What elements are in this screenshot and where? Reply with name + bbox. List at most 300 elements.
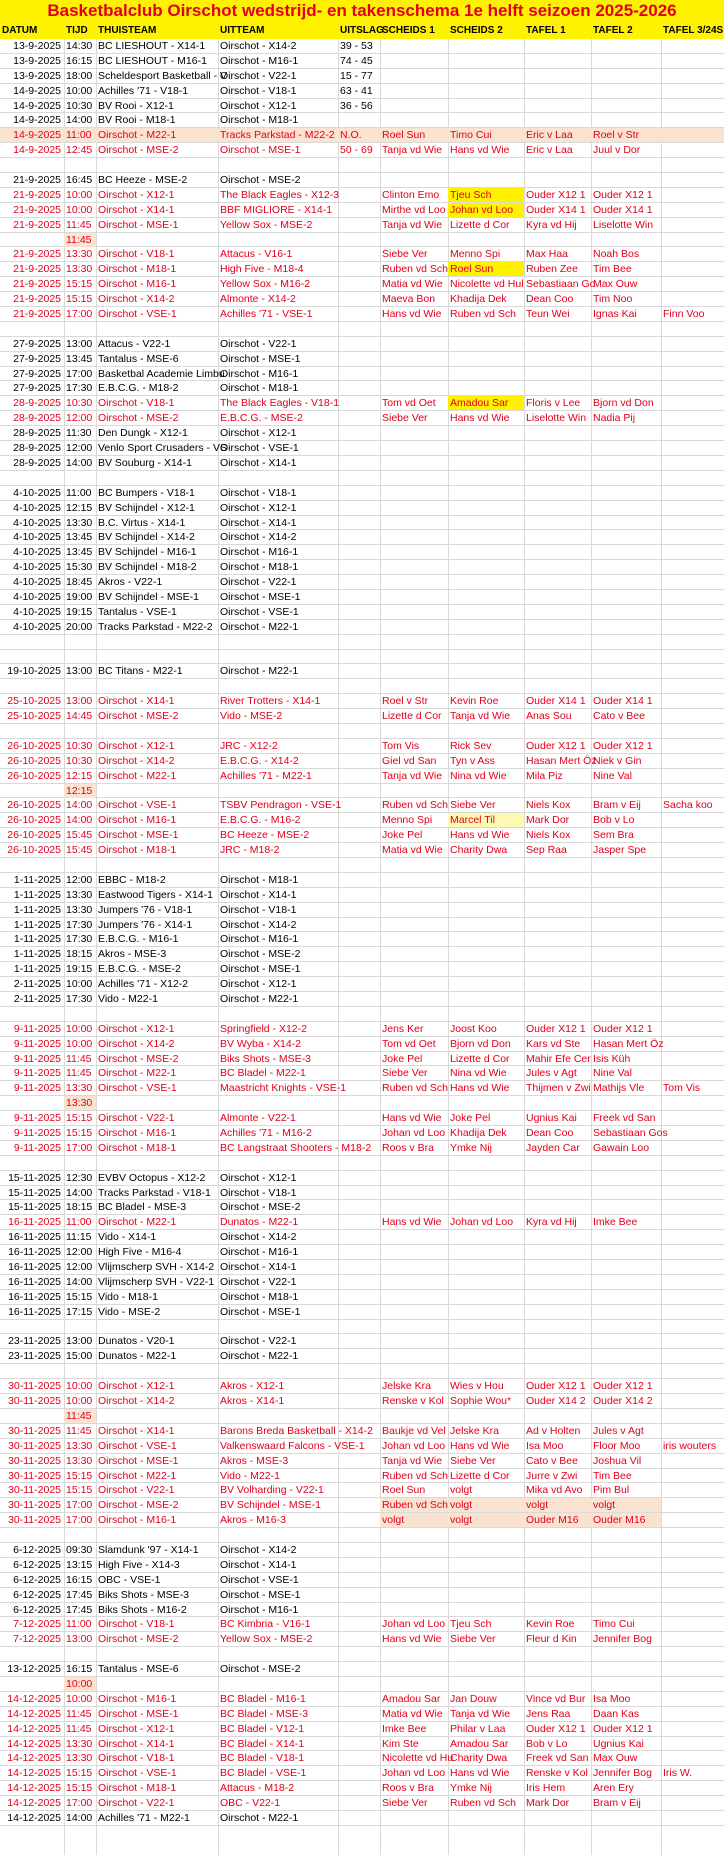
home-team-cell: Oirschot - MSE-2 <box>98 1633 179 1646</box>
result-cell <box>338 1588 380 1602</box>
referee-2-cell <box>448 1275 524 1289</box>
date-cell: 9-11-2025 <box>13 1067 61 1080</box>
table-row <box>0 709 724 724</box>
table-1-cell <box>524 977 591 991</box>
time-cell: 13:30 <box>66 1737 93 1750</box>
home-team-cell: Oirschot - X12-1 <box>98 1022 175 1035</box>
date-cell: 21-9-2025 <box>13 174 61 187</box>
referee-1-cell <box>380 605 448 619</box>
referee-2-cell: Timo Cui <box>450 129 492 142</box>
date-cell: 14-9-2025 <box>13 99 61 112</box>
away-team-cell: Oirschot - X14-1 <box>220 888 297 901</box>
time-cell: 10:00 <box>66 203 93 216</box>
table-2-cell: Bram v Eij <box>593 799 641 812</box>
referee-2-cell <box>448 650 524 664</box>
away-team-cell: River Trotters - X14-1 <box>220 695 321 708</box>
table-2-cell: Ouder X12 1 <box>593 1722 653 1735</box>
referee-2-cell: Hans vd Wie <box>450 1767 510 1780</box>
table-3-cell <box>661 813 724 827</box>
table-3-cell <box>661 1305 724 1319</box>
result-cell <box>338 1379 380 1393</box>
referee-1-cell <box>380 903 448 917</box>
time-cell <box>64 650 96 664</box>
home-team-cell <box>96 1677 218 1691</box>
referee-1-cell: Ruben vd Sch <box>382 1082 448 1095</box>
date-cell: 13-9-2025 <box>13 54 61 67</box>
away-team-cell <box>218 1096 338 1110</box>
referee-1-cell: Johan vd Loo <box>382 1439 446 1452</box>
referee-1-cell: Siebe Ver <box>382 248 428 261</box>
referee-2-cell <box>448 903 524 917</box>
home-team-cell: Den Dungk - X12-1 <box>98 427 188 440</box>
time-cell: 18:15 <box>66 1201 93 1214</box>
result-cell <box>338 635 380 649</box>
home-team-cell: Oirschot - M18-1 <box>98 1141 177 1154</box>
time-cell: 11:00 <box>66 1216 92 1229</box>
referee-1-cell: Roel v Str <box>382 695 429 708</box>
table-2-cell: Tim Noo <box>593 293 633 306</box>
referee-2-cell: volgt <box>448 1498 524 1512</box>
table-1-cell <box>524 337 591 351</box>
table-row <box>0 1737 724 1752</box>
home-team-cell: Oirschot - M18-1 <box>98 1782 177 1795</box>
table-1-cell <box>524 590 591 604</box>
referee-2-cell <box>448 233 524 247</box>
table-3-cell <box>661 501 724 515</box>
away-team-cell: Oirschot - V22-1 <box>220 1335 297 1348</box>
home-team-cell: Oirschot - V18-1 <box>98 397 175 410</box>
referee-2-cell: Siebe Ver <box>450 1454 496 1467</box>
referee-2-cell <box>448 545 524 559</box>
table-1-cell: Jayden Car <box>526 1141 580 1154</box>
referee-2-cell: Tjeu Sch <box>448 188 524 202</box>
away-team-cell <box>218 471 338 485</box>
time-cell: 12:00 <box>66 873 93 886</box>
away-team-cell: Oirschot - MSE-1 <box>220 144 301 157</box>
away-team-cell: Yellow Sox - MSE-2 <box>220 218 313 231</box>
referee-1-cell <box>380 471 448 485</box>
referee-2-cell <box>448 501 524 515</box>
date-cell: 1-11-2025 <box>13 918 61 931</box>
table-3-cell <box>661 277 724 291</box>
home-team-cell: Oirschot - MSE-2 <box>98 1052 179 1065</box>
time-cell: 10:00 <box>66 1692 93 1705</box>
time-cell: 11:00 <box>66 1618 92 1631</box>
time-cell: 12:30 <box>66 1171 93 1184</box>
table-1-cell: Liselotte Win <box>526 412 587 425</box>
away-team-cell: Almonte - X14-2 <box>220 293 296 306</box>
date-cell: 6-12-2025 <box>13 1543 61 1556</box>
away-team-cell <box>218 158 338 172</box>
date-cell: 15-11-2025 <box>8 1171 61 1184</box>
table-3-cell <box>661 769 724 783</box>
home-team-cell: Oirschot - V18-1 <box>98 248 175 261</box>
referee-2-cell <box>448 858 524 872</box>
time-cell: 11:45 <box>66 1424 92 1437</box>
time-cell: 14:00 <box>66 456 93 469</box>
referee-1-cell: Lizette d Cor <box>382 710 442 723</box>
referee-2-cell <box>448 381 524 395</box>
referee-1-cell <box>380 1364 448 1378</box>
date-cell: 9-11-2025 <box>13 1022 61 1035</box>
referee-2-cell <box>448 486 524 500</box>
date-cell: 4-10-2025 <box>13 590 61 603</box>
referee-1-cell <box>380 1156 448 1170</box>
table-row <box>0 888 724 903</box>
referee-1-cell <box>380 1543 448 1557</box>
time-cell: 11:45 <box>66 218 92 231</box>
home-team-cell: Jumpers '76 - V18-1 <box>98 903 193 916</box>
date-cell: 30-11-2025 <box>8 1395 61 1408</box>
table-3-cell <box>661 1692 724 1706</box>
table-1-cell: Ouder X12 1 <box>526 188 586 201</box>
date-cell <box>0 679 64 693</box>
table-1-cell <box>524 1588 591 1602</box>
referee-2-cell <box>448 873 524 887</box>
date-cell: 7-12-2025 <box>13 1618 61 1631</box>
time-cell: 11:45 <box>64 233 96 247</box>
table-1-cell: Kyra vd Hij <box>526 1216 577 1229</box>
date-cell <box>0 158 64 172</box>
home-team-cell <box>96 858 218 872</box>
date-cell: 30-11-2025 <box>8 1469 61 1482</box>
date-cell: 25-10-2025 <box>7 695 61 708</box>
time-cell: 11:45 <box>66 1067 92 1080</box>
referee-1-cell: Johan vd Loo <box>382 1127 446 1140</box>
header-tafel-2: TAFEL 2 <box>593 25 633 36</box>
referee-1-cell: Matia vd Wie <box>382 278 443 291</box>
result-cell <box>338 664 380 678</box>
table-1-cell: Ouder X14 1 <box>526 203 586 216</box>
away-team-cell <box>218 1677 338 1691</box>
home-team-cell: Oirschot - VSE-1 <box>98 1767 177 1780</box>
table-row <box>0 1573 724 1588</box>
table-3-cell <box>661 575 724 589</box>
table-3-cell <box>661 1469 724 1483</box>
home-team-cell: BC LIESHOUT - X14-1 <box>98 40 206 52</box>
spacer-row <box>0 858 724 873</box>
table-1-cell <box>524 873 591 887</box>
away-team-cell: Oirschot - V22-1 <box>220 1275 297 1288</box>
table-row <box>0 1469 724 1484</box>
time-cell: 17:00 <box>66 1499 93 1512</box>
result-cell <box>338 1617 380 1631</box>
referee-2-cell <box>448 590 524 604</box>
result-cell <box>338 381 380 395</box>
table-row <box>0 754 724 769</box>
time-cell <box>64 1528 96 1542</box>
table-3-cell <box>661 441 724 455</box>
home-team-cell: Attacus - V22-1 <box>98 337 171 350</box>
table-3-cell <box>661 1022 724 1036</box>
away-team-cell: Achilles '71 - M22-1 <box>220 769 312 782</box>
result-cell <box>338 798 380 812</box>
table-3-cell <box>661 337 724 351</box>
table-2-cell <box>591 1290 661 1304</box>
away-team-cell: BC Bladel - VSE-1 <box>220 1767 307 1780</box>
referee-1-cell <box>380 679 448 693</box>
table-3-cell <box>661 1737 724 1751</box>
table-1-cell <box>524 69 591 83</box>
table-row <box>0 1126 724 1141</box>
away-team-cell: Oirschot - M22-1 <box>220 1811 299 1824</box>
referee-1-cell <box>380 1171 448 1185</box>
away-team-cell <box>218 233 338 247</box>
table-3-cell <box>661 322 724 336</box>
referee-2-cell: Jelske Kra <box>450 1424 500 1437</box>
table-2-cell <box>591 530 661 544</box>
time-cell: 13:00 <box>66 1335 93 1348</box>
home-team-cell: BV Schijndel - MSE-1 <box>98 590 199 603</box>
table-row <box>0 1439 724 1454</box>
table-3-cell <box>661 1811 724 1825</box>
table-3-cell <box>661 381 724 395</box>
table-3-cell <box>661 516 724 530</box>
table-3-cell <box>661 1677 724 1691</box>
table-2-cell: Nadia Pij <box>593 412 636 425</box>
away-team-cell: Oirschot - MSE-1 <box>220 1305 301 1318</box>
time-cell: 19:00 <box>66 590 93 603</box>
date-cell <box>0 650 64 664</box>
table-3-cell <box>661 456 724 470</box>
table-3-cell <box>661 1617 724 1631</box>
table-2-cell <box>591 858 661 872</box>
home-team-cell: Oirschot - MSE-1 <box>98 1454 179 1467</box>
table-1-cell: Ouder M16 <box>524 1513 591 1527</box>
table-row <box>0 277 724 292</box>
date-cell: 14-9-2025 <box>13 114 61 127</box>
table-3-cell <box>661 1483 724 1497</box>
table-2-cell: Nine Val <box>593 769 632 782</box>
result-cell <box>338 1066 380 1080</box>
referee-1-cell: Baukje vd Vel <box>382 1424 446 1437</box>
table-2-cell <box>591 1275 661 1289</box>
date-cell: 26-10-2025 <box>7 844 61 857</box>
referee-1-cell <box>380 1349 448 1363</box>
time-cell: 15:15 <box>66 1112 93 1125</box>
home-team-cell: Vido - X14-1 <box>98 1231 157 1244</box>
date-cell: 28-9-2025 <box>13 442 61 455</box>
result-cell <box>338 1260 380 1274</box>
referee-1-cell <box>380 1007 448 1021</box>
referee-1-cell <box>380 1811 448 1825</box>
table-2-cell <box>591 337 661 351</box>
table-2-cell <box>591 1647 661 1661</box>
table-row <box>0 426 724 441</box>
table-2-cell <box>591 1245 661 1259</box>
referee-2-cell <box>448 679 524 693</box>
home-team-cell: Oirschot - M22-1 <box>98 129 177 142</box>
table-3-cell <box>661 1260 724 1274</box>
home-team-cell: Oirschot - X14-1 <box>98 1737 175 1750</box>
table-3-cell <box>661 218 724 232</box>
away-team-cell: E.B.C.G. - M16-2 <box>220 814 301 827</box>
home-team-cell: BC Titans - M22-1 <box>98 665 183 678</box>
referee-1-cell: Siebe Ver <box>382 1797 428 1810</box>
table-3-cell <box>661 1543 724 1557</box>
header-tijd: TIJD <box>66 25 88 36</box>
away-team-cell: Yellow Sox - MSE-2 <box>220 1633 313 1646</box>
table-3-cell <box>661 932 724 946</box>
date-cell: 9-11-2025 <box>13 1082 61 1095</box>
away-team-cell: Oirschot - X14-2 <box>220 40 297 52</box>
time-cell: 14:00 <box>66 1186 93 1199</box>
table-3-cell <box>661 426 724 440</box>
table-1-cell <box>524 620 591 634</box>
date-cell: 26-10-2025 <box>7 799 61 812</box>
referee-2-cell <box>448 1543 524 1557</box>
table-2-cell: Joshua Vil <box>593 1454 642 1467</box>
away-team-cell: Attacus - V16-1 <box>220 248 293 261</box>
referee-1-cell: Joke Pel <box>382 1052 423 1065</box>
time-cell: 13:15 <box>66 1558 93 1571</box>
home-team-cell: Oirschot - VSE-1 <box>98 308 177 321</box>
table-1-cell <box>524 367 591 381</box>
date-cell: 14-12-2025 <box>7 1797 61 1810</box>
result-cell <box>338 1349 380 1363</box>
table-2-cell <box>591 1096 661 1110</box>
away-team-cell: Valkenswaard Falcons - VSE-1 <box>220 1439 365 1452</box>
referee-1-cell <box>380 516 448 530</box>
table-1-cell <box>524 724 591 738</box>
referee-1-cell: Matia vd Wie <box>382 844 443 857</box>
date-cell: 9-11-2025 <box>13 1127 61 1140</box>
table-1-cell <box>524 501 591 515</box>
table-3-cell <box>661 635 724 649</box>
referee-2-cell <box>448 888 524 902</box>
referee-2-cell: Charity Dwa <box>450 844 508 857</box>
time-cell: 12:15 <box>66 501 93 514</box>
referee-1-cell: Matia vd Wie <box>382 1707 443 1720</box>
table-2-cell: Jasper Spe <box>593 844 647 857</box>
date-cell <box>0 1677 64 1691</box>
table-2-cell: Ouder X12 1 <box>593 188 653 201</box>
table-1-cell <box>524 113 591 127</box>
away-team-cell: Oirschot - MSE-1 <box>220 963 301 976</box>
table-3-cell <box>661 530 724 544</box>
table-row <box>0 1245 724 1260</box>
table-1-cell <box>524 1260 591 1274</box>
time-cell: 17:00 <box>66 1514 93 1527</box>
table-2-cell <box>591 54 661 68</box>
time-cell: 17:30 <box>66 382 93 395</box>
result-cell <box>338 1469 380 1483</box>
result-cell <box>338 1394 380 1408</box>
referee-1-cell <box>380 1603 448 1617</box>
away-team-cell <box>218 1528 338 1542</box>
referee-2-cell: Ymke Nij <box>450 1782 493 1795</box>
time-cell: 18:00 <box>66 69 93 82</box>
referee-1-cell <box>380 1186 448 1200</box>
referee-1-cell <box>380 784 448 798</box>
away-team-cell: Oirschot - M18-1 <box>220 1290 299 1303</box>
table-3-cell <box>661 1751 724 1765</box>
result-cell: 36 - 56 <box>340 99 373 112</box>
table-1-cell <box>524 575 591 589</box>
referee-2-cell <box>448 1558 524 1572</box>
result-cell <box>338 918 380 932</box>
referee-1-cell <box>380 456 448 470</box>
table-2-cell <box>591 516 661 530</box>
date-cell: 26-10-2025 <box>7 829 61 842</box>
date-cell: 14-12-2025 <box>7 1707 61 1720</box>
table-3-cell <box>661 1409 724 1423</box>
away-team-cell: Oirschot - V18-1 <box>220 903 297 916</box>
table-row <box>0 1722 724 1737</box>
referee-1-cell <box>380 590 448 604</box>
referee-1-cell: Ruben vd Sch <box>382 263 448 276</box>
referee-1-cell <box>380 1528 448 1542</box>
table-3-cell <box>661 1588 724 1602</box>
result-cell <box>338 560 380 574</box>
away-team-cell: Oirschot - V18-1 <box>220 486 297 499</box>
referee-2-cell <box>448 1334 524 1348</box>
table-2-cell <box>591 1320 661 1334</box>
time-cell: 14:00 <box>66 1811 93 1824</box>
referee-1-cell: Renske v Kol <box>382 1395 444 1408</box>
result-cell <box>338 352 380 366</box>
table-row <box>0 932 724 947</box>
away-team-cell: Akros - X14-1 <box>220 1395 285 1408</box>
date-cell <box>0 858 64 872</box>
away-team-cell: E.B.C.G. - MSE-2 <box>220 412 303 425</box>
table-2-cell <box>591 367 661 381</box>
referee-2-cell: Hans vd Wie <box>450 1439 510 1452</box>
result-cell <box>338 590 380 604</box>
table-3-cell <box>661 858 724 872</box>
table-2-cell: Ouder X14 2 <box>593 1395 653 1408</box>
table-2-cell <box>591 1543 661 1557</box>
home-team-cell: Oirschot - V22-1 <box>98 1112 175 1125</box>
referee-1-cell <box>380 1662 448 1676</box>
away-team-cell: High Five - M18-4 <box>220 263 304 276</box>
table-3-cell <box>661 113 724 127</box>
time-cell: 11:00 <box>66 129 92 142</box>
referee-1-cell <box>380 1245 448 1259</box>
table-2-cell: Isis Küh <box>593 1052 631 1065</box>
time-cell: 17:30 <box>66 918 93 931</box>
referee-1-cell: Tanja vd Wie <box>382 1454 443 1467</box>
referee-1-cell: Tom Vis <box>382 739 420 752</box>
home-team-cell: Oirschot - X12-1 <box>98 1722 175 1735</box>
table-row <box>0 1379 724 1394</box>
home-team-cell: E.B.C.G. - MSE-2 <box>98 963 181 976</box>
table-1-cell: Niels Kox <box>526 829 571 842</box>
table-3-cell <box>661 605 724 619</box>
table-3-cell <box>661 69 724 83</box>
referee-1-cell <box>380 620 448 634</box>
table-1-cell: Max Haa <box>526 248 569 261</box>
result-cell <box>338 307 380 321</box>
result-cell <box>338 1647 380 1661</box>
result-cell <box>338 1052 380 1066</box>
home-team-cell <box>96 1364 218 1378</box>
result-cell <box>338 828 380 842</box>
date-cell: 21-9-2025 <box>13 308 61 321</box>
referee-1-cell <box>380 337 448 351</box>
result-cell <box>338 1483 380 1497</box>
header-uitslag: UITSLAG <box>340 25 384 36</box>
time-cell <box>64 158 96 172</box>
table-1-cell <box>524 352 591 366</box>
table-1-cell: Sep Raa <box>526 844 567 857</box>
time-cell: 16:15 <box>66 1573 93 1586</box>
table-1-cell <box>524 888 591 902</box>
referee-1-cell <box>380 173 448 187</box>
away-team-cell: Oirschot - V18-1 <box>220 1186 297 1199</box>
table-2-cell <box>591 1677 661 1691</box>
referee-2-cell <box>448 977 524 991</box>
